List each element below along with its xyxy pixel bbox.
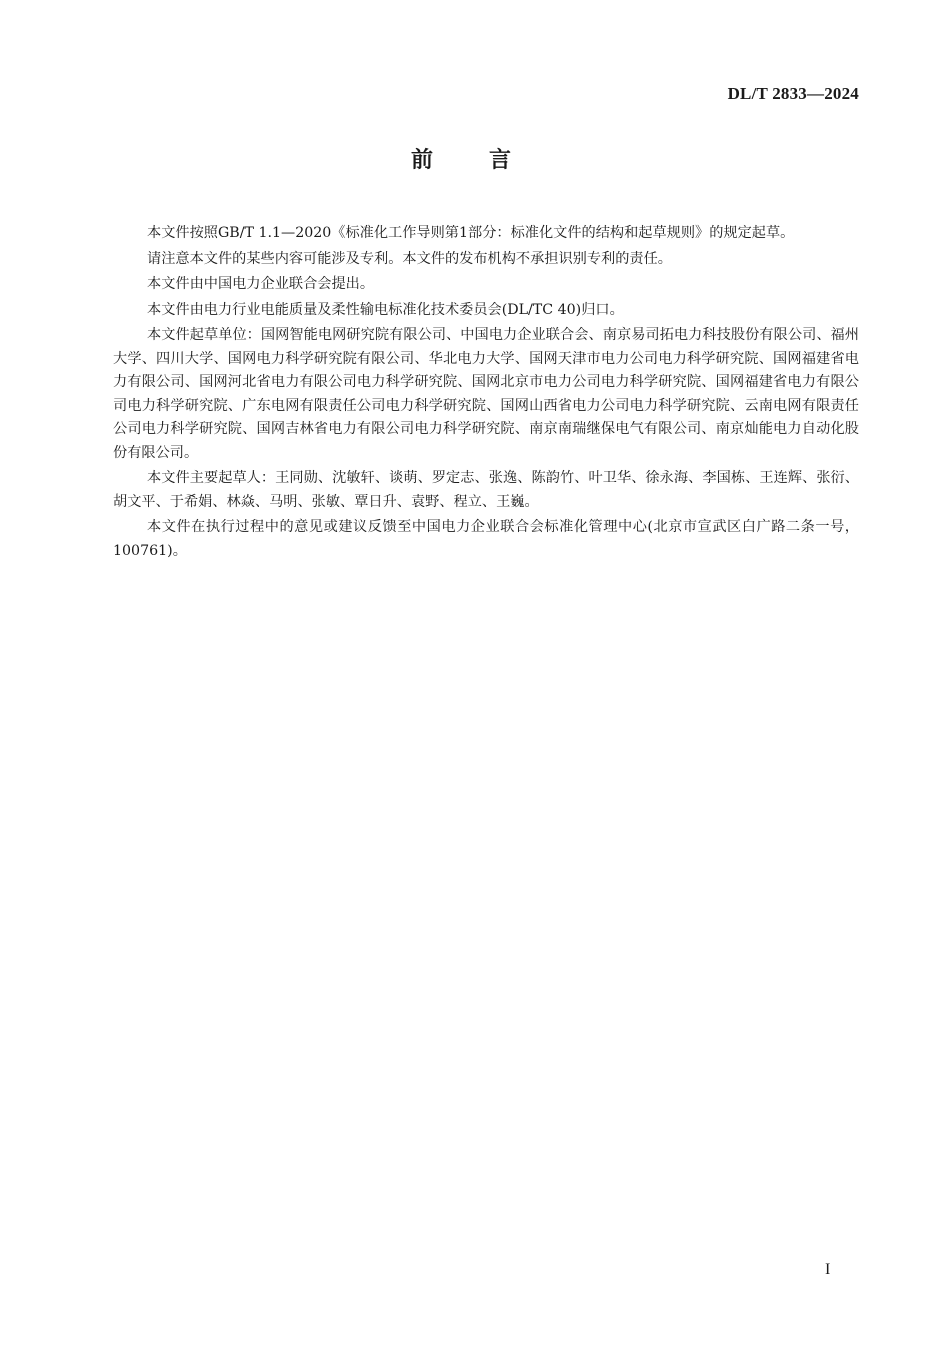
paragraph-feedback-contact: 本文件在执行过程中的意见或建议反馈至中国电力企业联合会标准化管理中心(北京市宣武区白广路二条一号，100761)。 — [113, 519, 859, 559]
page-title: 前言 — [410, 148, 567, 173]
paragraph-technical-committee: 本文件由电力行业电能质量及柔性输电标准化技术委员会(DL/TC 40)归口。 — [147, 301, 624, 318]
paragraph-main-drafters: 本文件主要起草人：王同勋、沈敏轩、谈萌、罗定志、张逸、陈韵竹、叶卫华、徐永海、李国栋、王连辉、张衍、胡文平、于希娟、林焱、马明、张敏、覃日升、袁野、程立、王巍。 — [113, 470, 859, 510]
foreword-body — [113, 222, 859, 565]
page-number: I — [825, 1261, 831, 1278]
paragraph-drafting-rules: 本文件按照GB/T 1.1—2020《标准化工作导则第1部分：标准化文件的结构和起草规则》的规定起草。 — [147, 225, 795, 241]
standard-number: DL/T 2833—2024 — [727, 84, 859, 103]
paragraph-patent-notice: 请注意本文件的某些内容可能涉及专利。本文件的发布机构不承担识别专利的责任。 — [147, 250, 672, 267]
paragraph-drafting-organizations: 本文件起草单位：国网智能电网研究院有限公司、中国电力企业联合会、南京易司拓电力科技股份有限公司、福州大学、四川大学、国网电力科学研究院有限公司、华北电力大学、国网天津市电力公司电力科学研究院、国网福建省电力有限公司、国网河北省电力有限公司电力科学研究院、国网北京市电力公司电力科学研究院、国网福建省电力有限公司电力科学研究院、广东电网有限责任公司电力科学研究院、国网山西省电力公司电力科学研究院、云南电网有限责任公司电力科学研究院、国网吉林省电力有限公司电力科学研究院、南京南瑞继保电气有限公司、南京灿能电力自动化股份有限公司。 — [113, 327, 859, 461]
paragraph-proposer: 本文件由中国电力企业联合会提出。 — [147, 276, 375, 292]
